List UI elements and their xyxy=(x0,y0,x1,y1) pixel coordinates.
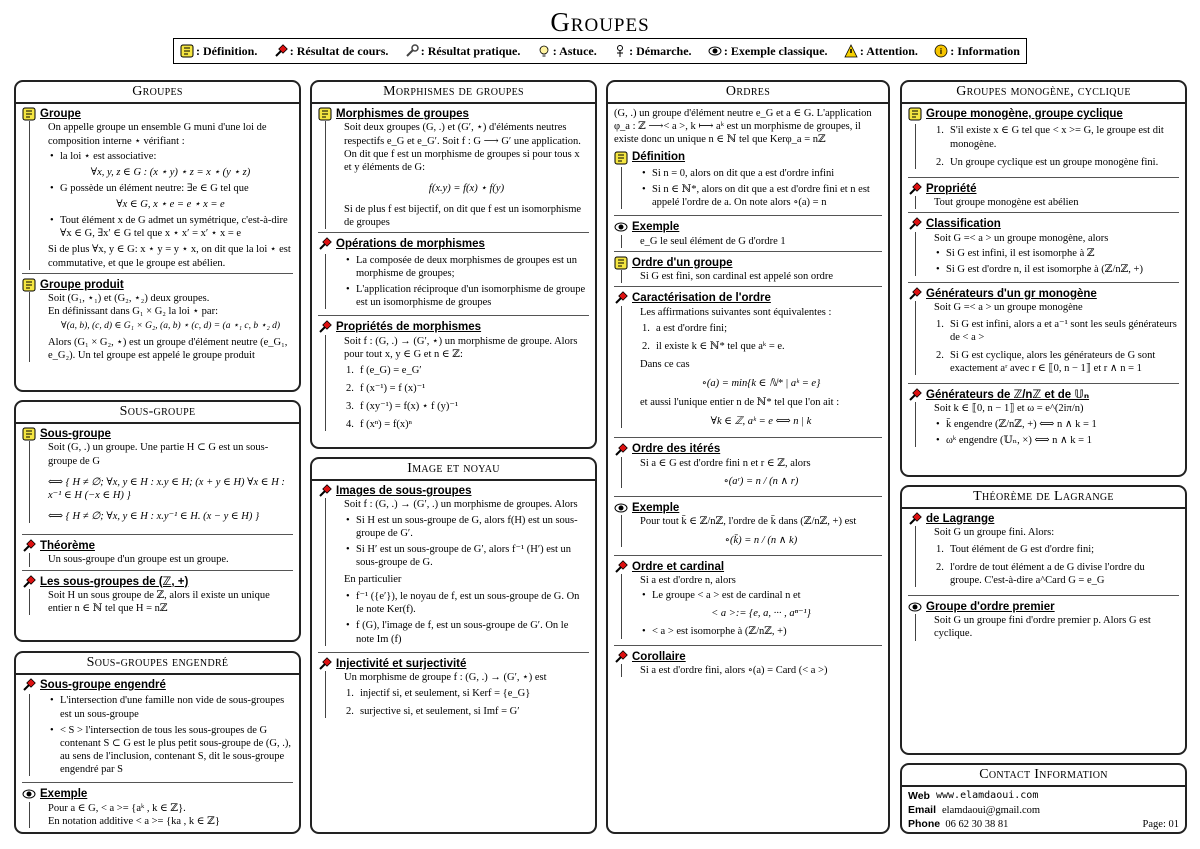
panel-engendre xyxy=(14,651,301,834)
text: et aussi l'unique entier n de ℕ* tel que l'on ait : xyxy=(640,397,840,409)
list-item: il existe k ∈ ℕ* tel que aᵏ = e. xyxy=(656,340,785,352)
legend-definition xyxy=(180,44,257,59)
legend-info xyxy=(934,44,1020,59)
card-title: Les sous-groupes de (ℤ, +) xyxy=(40,575,189,588)
wrench-icon xyxy=(405,44,419,58)
list-item: • Si n = 0, alors on dit que a est d'ordre infini xyxy=(640,167,882,180)
formula: ∀(a, b), (c, d) ∈ G₁ × G₂, (a, b) ⋆ (c, d) = (a ⋆₁ c, b ⋆₂ d) xyxy=(60,321,281,332)
legend-label: : Astuce. xyxy=(552,43,597,58)
list-item: • ωᵏ engendre (𝕌ₙ, ×) ⟺ n ∧ k = 1 xyxy=(934,434,1179,447)
card-lagrange: de Lagrange Soit G un groupe fini. Alors: 1. Tout élément de G est d'ordre fini; 2. l'ordre de tout élément a de G divise l'ordre du groupe. C'est-à-dire a^Card G = e_G xyxy=(908,512,1179,596)
email-link[interactable]: elamdaoui@gmail.com xyxy=(942,805,1041,817)
legend-practical xyxy=(405,44,521,59)
card-title: Classification xyxy=(926,218,1001,231)
panel-morphismes xyxy=(310,80,597,449)
list-item: • Le groupe < a > est de cardinal n et xyxy=(640,589,882,602)
panel-ordres xyxy=(606,80,890,834)
text: Pour a ∈ G, < a >= {aᵏ , k ∈ ℤ}. xyxy=(48,802,186,814)
panel-title: Sous-groupes engendré xyxy=(16,653,299,675)
warning-icon xyxy=(844,44,858,58)
list-item: • f (G), l'image de f, est un sous-groupe de G′. On le note Im (f) xyxy=(344,619,589,645)
panel-sous-groupe xyxy=(14,400,301,642)
list-item: • La composée de deux morphismes de groupes est un morphisme de groupes; xyxy=(344,254,589,280)
info-icon xyxy=(934,44,948,58)
text: Soit f : (G, .) → (G′, .) un morphisme de groupes. Alors xyxy=(344,499,578,511)
eye-icon xyxy=(908,600,922,614)
legend-steps xyxy=(613,44,691,59)
list-item: Un groupe cyclique est un groupe monogène fini. xyxy=(950,156,1159,168)
text: Dans ce cas xyxy=(640,358,690,370)
card-title: Groupe produit xyxy=(40,278,124,291)
card-morphismes xyxy=(318,107,589,233)
card-generateurs-z xyxy=(908,388,1179,453)
list-item: • < a > est isomorphe à (ℤ/nℤ, +) xyxy=(640,625,882,638)
list-item: • L'application réciproque d'un isomorphisme de groupe est un isomorphisme de groupes xyxy=(344,283,589,309)
card-title: Images de sous-groupes xyxy=(336,485,472,497)
text: Si a est d'ordre fini, alors ∘(a) = Card (< a >) xyxy=(640,664,828,676)
text: Soit deux groupes (G, .) et (G′, ⋆) d'éléments neutres respectifs e_G et e_G′. Soit f : G ⟶ G′ une application. On dit que f est un morphisme de groupes si pour tous x et y éléments de G: xyxy=(344,122,581,173)
card-ordre-cardinal xyxy=(614,560,882,646)
card-ordre-iteres xyxy=(614,442,882,497)
card-title: Caractérisation de l'ordre xyxy=(632,292,771,305)
course-result-icon xyxy=(22,539,36,553)
definition-icon xyxy=(318,107,332,121)
card-exemple xyxy=(614,220,882,252)
panel-title: Groupes monogène, cyclique xyxy=(902,82,1185,104)
formula: ∀k ∈ ℤ, aᵏ = e ⟺ n | k xyxy=(710,416,812,428)
panel-contact xyxy=(900,763,1187,834)
text: En notation additive < a >= {ka , k ∈ ℤ} xyxy=(48,815,220,827)
text: Si a est d'ordre n, alors xyxy=(640,575,736,586)
text: e_G le seul élément de G d'ordre 1 xyxy=(640,235,786,247)
list-item: • la loi ⋆ est associative: xyxy=(48,150,293,163)
list-item: • Tout élément x de G admet un symétrique, c'est-à-dire ∀x ∈ G, ∃x′ ∈ G tel que x ⋆ x′ = x′ ⋆ x = e xyxy=(48,214,293,240)
card-title: Exemple xyxy=(632,502,680,514)
card-title: Propriétés de morphismes xyxy=(336,321,482,334)
text: Si a ∈ G est d'ordre fini n et r ∈ ℤ, alors xyxy=(640,457,811,469)
card-title: Propriété xyxy=(926,182,977,195)
course-result-icon xyxy=(22,678,36,692)
text: Si de plus ∀x, y ∈ G: x ⋆ y = y ⋆ x, on dit que la loi ⋆ est commutative, et que le groupe est abélien. xyxy=(48,244,291,269)
card-sous-groupe-engendre xyxy=(22,678,293,783)
course-result-icon xyxy=(274,44,288,58)
card-exemple-2 xyxy=(614,501,882,556)
formula: < a >:= {e, a, ··· , aⁿ⁻¹} xyxy=(711,608,811,620)
text: Soit k ∈ ⟦0, n − 1⟧ et ω = e^(2iπ/n) xyxy=(934,403,1084,415)
card-title: Générateurs de ℤ/nℤ et de 𝕌ₙ xyxy=(926,389,1090,401)
eye-icon xyxy=(708,44,722,58)
text: Tout groupe monogène est abélien xyxy=(934,197,1079,209)
eye-icon xyxy=(614,220,628,234)
panel-title: Sous-groupe xyxy=(16,402,299,424)
card-title: Corollaire xyxy=(632,650,686,663)
legend-label: : Information xyxy=(950,43,1020,58)
card-images xyxy=(318,484,589,653)
list-item: f (xy⁻¹) = f(x) ⋆ f (y)⁻¹ xyxy=(360,401,459,412)
phone-label: Phone xyxy=(908,818,941,831)
definition-icon xyxy=(614,256,628,270)
card-title: Exemple xyxy=(40,788,88,801)
web-link[interactable]: www.elamdaoui.com xyxy=(935,790,1039,801)
text: Soit G un groupe fini d'ordre premier p. Alors G est cyclique. xyxy=(934,615,1151,640)
card-title: Sous-groupe xyxy=(40,428,111,440)
course-result-icon xyxy=(614,560,628,574)
legend-label: : Résultat pratique. xyxy=(420,43,521,58)
card-sous-groupes-z xyxy=(22,575,293,619)
panel-monogene xyxy=(900,80,1187,477)
card-title: Théorème xyxy=(40,540,95,552)
text: Soit G =< a > un groupe monogène xyxy=(934,302,1083,314)
definition-icon xyxy=(908,107,922,121)
card-title: Groupe xyxy=(40,108,81,120)
list-item: • Si G est d'ordre n, il est isomorphe à (ℤ/nℤ, +) xyxy=(934,263,1179,276)
course-result-icon xyxy=(908,287,922,301)
text: Les affirmations suivantes sont équivalentes : xyxy=(640,306,832,318)
card-title: Injectivité et surjectivité xyxy=(336,657,467,670)
list-item: a est d'ordre fini; xyxy=(656,322,727,334)
course-result-icon xyxy=(908,182,922,196)
panel-image-noyau xyxy=(310,457,597,834)
card-title: Ordre et cardinal xyxy=(632,560,725,573)
text: Soit H un sous groupe de ℤ, alors il existe un unique entier n ∈ ℕ tel que H = nℤ xyxy=(48,589,270,614)
definition-icon xyxy=(180,44,194,58)
legend-label: : Résultat de cours. xyxy=(289,43,389,58)
eye-icon xyxy=(614,501,628,515)
text: Si G est fini, son cardinal est appelé son ordre xyxy=(640,271,834,282)
text: Pour tout k̄ ∈ ℤ/nℤ, l'ordre de k̄ dans (ℤ/nℤ, +) est xyxy=(640,516,857,528)
card-propriete xyxy=(908,182,1179,214)
text: Soit (G, .) un groupe. Une partie H ⊂ G est un sous-groupe de G xyxy=(48,442,269,467)
card-groupe-monogene: Groupe monogène, groupe cyclique 1. S'il existe x ∈ G tel que < x >= G, le groupe est dit monogène. 2. Un groupe cyclique est un groupe monogène fini. xyxy=(908,107,1179,178)
card-generateurs: Générateurs d'un gr monogène Soit G =< a > un groupe monogène 1. Si G est infini, alors a et a⁻¹ sont les seuls générateurs de < a > 2. Si G est cyclique, alors les générateurs de G sont exactement aʳ avec r ∈ ⟦0, n − 1⟧ et r ∧ n = 1 xyxy=(908,287,1179,384)
card-title: de Lagrange xyxy=(926,513,995,525)
legend-warning xyxy=(844,44,918,59)
course-result-icon xyxy=(318,657,332,671)
panel-title: Ordres xyxy=(608,82,888,104)
panel-title: Groupes xyxy=(16,82,299,104)
list-item: • Si H′ est un sous-groupe de G′, alors f⁻¹ (H′) est un sous-groupe de G. xyxy=(344,543,589,569)
text: On appelle groupe un ensemble G muni d'une loi de composition interne ⋆ vérifiant : xyxy=(48,122,267,147)
definition-icon xyxy=(22,107,36,121)
legend-result xyxy=(274,44,389,59)
text: Soit G un groupe fini. Alors: xyxy=(934,527,1055,539)
course-result-icon xyxy=(318,320,332,334)
list-item: Tout élément de G est d'ordre fini; xyxy=(950,543,1095,555)
list-item: • Si H est un sous-groupe de G, alors f(H) est un sous-groupe de G′. xyxy=(344,514,589,540)
text: Soit f : (G, .) → (G′, ⋆) un morphisme de groupe. Alors pour tout x, y ∈ G et n ∈ ℤ: xyxy=(344,335,578,360)
course-result-icon xyxy=(318,484,332,498)
card-theoreme xyxy=(22,539,293,571)
list-item: injectif si, et seulement, si Kerf = {e_G} xyxy=(360,688,531,700)
card-title: Opérations de morphismes xyxy=(336,238,485,251)
card-title: Exemple xyxy=(632,221,680,234)
card-proprietes: Propriétés de morphismes Soit f : (G, .) → (G′, ⋆) un morphisme de groupe. Alors pour tout x, y ∈ G et n ∈ ℤ: 1. f (e_G) = e_G′ 2. f (x⁻¹) = f (x)⁻¹ 3. f (xy⁻¹) = f(x) ⋆ f (y)⁻¹ 4. f (xⁿ) = f(x)ⁿ xyxy=(318,320,589,439)
list-item: S'il existe x ∈ G tel que < x >= G, le groupe est dit monogène. xyxy=(950,125,1164,150)
card-title: Morphismes de groupes xyxy=(336,108,469,120)
formula: ∘(aʳ) = n / (n ∧ r) xyxy=(723,475,799,487)
definition-icon xyxy=(22,427,36,441)
course-result-icon xyxy=(22,575,36,589)
panel-title: Théorème de Lagrange xyxy=(902,487,1185,509)
list-item: Si G est cyclique, alors les générateurs de G sont exactement aʳ avec r ∈ ⟦0, n − 1⟧ et r ∧ n = 1 xyxy=(950,349,1156,374)
legend-label: : Démarche. xyxy=(629,43,692,58)
formula: ∀x, y, z ∈ G : (x ⋆ y) ⋆ z = x ⋆ (y ⋆ z) xyxy=(90,166,251,178)
email-label: Email xyxy=(908,804,937,817)
list-item: f (xⁿ) = f(x)ⁿ xyxy=(360,419,412,431)
formula: ∘(k̄) = n / (n ∧ k) xyxy=(724,534,798,546)
list-item: • L'intersection d'une famille non vide de sous-groupes est un sous-groupe xyxy=(48,694,293,720)
list-item: • k̄ engendre (ℤ/nℤ, +) ⟺ n ∧ k = 1 xyxy=(934,418,1179,431)
text: En particulier xyxy=(344,574,402,585)
formula: f(x.y) = f(x) ⋆ f(y) xyxy=(428,182,505,194)
course-result-icon xyxy=(614,443,628,457)
definition-icon xyxy=(22,278,36,292)
text: Alors (G₁ × G₂, ⋆) est un groupe d'élément neutre (e_G₁, e_G₂). Un tel groupe est appelé le groupe produit xyxy=(48,337,288,362)
card-title: Groupe d'ordre premier xyxy=(926,600,1055,613)
list-item: f (e_G) = e_G′ xyxy=(360,364,422,376)
card-title: Générateurs d'un gr monogène xyxy=(926,288,1097,300)
card-groupe-produit xyxy=(22,278,293,366)
legend-label: : Attention. xyxy=(859,43,918,58)
card-corollaire xyxy=(614,650,882,681)
card-injectivite: Injectivité et surjectivité Un morphisme de groupe f : (G, .) → (G′, ⋆) est 1. injectif si, et seulement, si Kerf = {e_G} 2. surjective si, et seulement, si Imf = G′ xyxy=(318,657,589,727)
panel-title: Morphismes de groupes xyxy=(312,82,595,104)
card-title: Ordre des itérés xyxy=(632,443,721,456)
text: Un morphisme de groupe f : (G, .) → (G′, ⋆) est xyxy=(344,672,547,683)
card-sous-groupe xyxy=(22,427,293,535)
panel-lagrange xyxy=(900,485,1187,755)
legend-bar xyxy=(173,38,1027,64)
card-exemple xyxy=(22,787,293,831)
course-result-icon xyxy=(614,650,628,664)
panel-title: Contact Information xyxy=(902,765,1185,787)
text: Soit (G₁, ⋆₁) et (G₂, ⋆₂) deux groupes. xyxy=(48,293,210,304)
formula: ∘(a) = min{k ∈ ℕ* | aᵏ = e} xyxy=(701,378,821,389)
formula: ∀x ∈ G, x ⋆ e = e ⋆ x = e xyxy=(116,199,225,210)
course-result-icon xyxy=(908,512,922,526)
card-classification xyxy=(908,217,1179,283)
legend-label: : Exemple classique. xyxy=(723,43,828,58)
list-item: • Si n ∈ ℕ*, alors on dit que a est d'ordre fini et n est appelé l'ordre de a. On note alors ∘(a) = n xyxy=(640,183,882,209)
list-item: surjective si, et seulement, si Imf = G′ xyxy=(360,706,520,718)
legend-example xyxy=(708,44,828,59)
list-item: • G possède un élément neutre: ∃e ∈ G tel que xyxy=(48,182,293,195)
eye-icon xyxy=(22,787,36,801)
list-item: l'ordre de tout élément a de G divise l'ordre du groupe. C'est-à-dire a^Card G = e_G xyxy=(950,561,1145,586)
panel-groupes xyxy=(14,80,301,392)
card-title: Définition xyxy=(632,151,686,164)
lightbulb-icon xyxy=(537,44,551,58)
card-ordre-groupe xyxy=(614,256,882,288)
course-result-icon xyxy=(318,237,332,251)
definition-icon xyxy=(614,151,628,165)
card-groupe-ordre-premier xyxy=(908,600,1179,644)
formula: ⟺ { H ≠ ∅; ∀x, y ∈ H : x.y ∈ H; (x + y ∈ H) ∀x ∈ H : x⁻¹ ∈ H (−x ∈ H) } xyxy=(48,476,285,501)
text: Un sous-groupe d'un groupe est un groupe. xyxy=(48,554,229,566)
card-title: Groupe monogène, groupe cyclique xyxy=(926,108,1123,120)
card-title: Ordre d'un groupe xyxy=(632,256,733,269)
card-caracterisation: Caractérisation de l'ordre Les affirmations suivantes sont équivalentes : 1. a est d'ordre fini; 2. il existe k ∈ ℕ* tel que aᵏ = e. Dans ce cas ∘(a) = min{k ∈ ℕ* | aᵏ = e} et aussi l'unique entier n de ℕ* tel que l'on ait : ∀k ∈ ℤ, aᵏ = e ⟺ n | k xyxy=(614,291,882,438)
course-result-icon xyxy=(614,291,628,305)
web-label: Web xyxy=(908,790,930,802)
card-operations xyxy=(318,237,589,316)
panel-title: Image et noyau xyxy=(312,459,595,481)
list-item: • f⁻¹ ({e′}), le noyau de f, est un sous-groupe de G. On le note Ker(f). xyxy=(344,590,589,616)
list-item: • < S > l'intersection de tous les sous-groupes de G contenant S ⊂ G est le plus petit sous-groupe de (G, .), au sens de l'inclusion, contenant S, dit le sous-groupe engendré par S xyxy=(48,724,293,777)
intro-text: (G, .) un groupe d'élément neutre e_G et a ∈ G. L'application φ_a : ℤ ⟶< a >, k ⟼ aᵏ est un morphisme de groupes, il existe donc un unique n ∈ ℕ tel que Kerφ_a = nℤ xyxy=(614,108,872,146)
phone-value: 06 62 30 38 81 xyxy=(945,819,1009,831)
list-item: Si G est infini, alors a et a⁻¹ sont les seuls générateurs de < a > xyxy=(950,318,1177,343)
legend-label: : Définition. xyxy=(196,43,258,58)
card-groupe xyxy=(22,107,293,274)
text: En définissant dans G₁ × G₂ la loi ⋆ par: xyxy=(48,306,218,318)
text: Soit G =< a > un groupe monogène, alors xyxy=(934,232,1109,244)
page-number: Page: 01 xyxy=(1142,819,1179,831)
text: Si de plus f est bijectif, on dit que f est un isomorphisme de groupes xyxy=(344,204,582,229)
card-definition xyxy=(614,150,882,216)
course-result-icon xyxy=(908,388,922,402)
legend-tip xyxy=(537,44,597,59)
list-item: • Si G est infini, il est isomorphe à ℤ xyxy=(934,247,1179,260)
card-title: Sous-groupe engendré xyxy=(40,679,166,691)
page-title: Groupes xyxy=(550,7,650,37)
course-result-icon xyxy=(908,217,922,231)
steps-icon xyxy=(613,44,627,58)
list-item: f (x⁻¹) = f (x)⁻¹ xyxy=(360,382,426,394)
formula: ⟺ { H ≠ ∅; ∀x, y ∈ H : x.y⁻¹ ∈ H. (x − y ∈ H) } xyxy=(48,510,260,522)
